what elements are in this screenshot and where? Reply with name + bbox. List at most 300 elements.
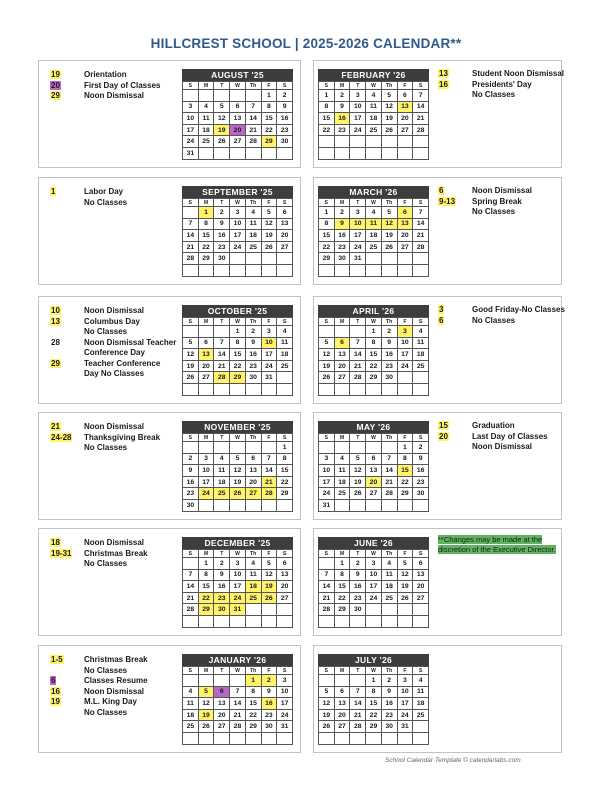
day-cell bbox=[214, 499, 230, 511]
event-date-text: 18 bbox=[51, 538, 60, 547]
day-cell bbox=[261, 499, 277, 511]
event-date bbox=[50, 198, 84, 209]
event-date-text: 19-31 bbox=[51, 548, 72, 558]
day-cell: 10 bbox=[397, 686, 413, 698]
day-cell: 28 bbox=[319, 604, 335, 616]
day-cell bbox=[366, 442, 382, 454]
week-row bbox=[183, 383, 293, 395]
day-cell: 14 bbox=[350, 698, 366, 710]
weekday-label: W bbox=[230, 318, 246, 326]
event-text: Presidents' Day bbox=[472, 79, 532, 89]
day-cell: 30 bbox=[381, 372, 397, 384]
day-cell bbox=[230, 499, 246, 511]
weekday-label: W bbox=[230, 550, 246, 558]
day-cell: 24 bbox=[277, 709, 293, 721]
day-cell: 14 bbox=[261, 465, 277, 477]
week-row bbox=[183, 592, 293, 604]
day-cell: 2 bbox=[334, 207, 350, 219]
event-date bbox=[50, 369, 84, 380]
day-cell: 15 bbox=[334, 581, 350, 593]
month-calendar bbox=[182, 305, 293, 396]
day-cell: 11 bbox=[198, 113, 214, 125]
day-cell: 30 bbox=[381, 721, 397, 733]
weekday-header-row bbox=[319, 82, 429, 90]
day-cell bbox=[214, 264, 230, 276]
day-cell: 12 bbox=[319, 698, 335, 710]
day-cell bbox=[277, 372, 293, 384]
day-cell: 4 bbox=[366, 207, 382, 219]
weekday-header-row bbox=[319, 434, 429, 442]
week-row bbox=[183, 615, 293, 627]
weekday-label: F bbox=[397, 318, 413, 326]
day-cell: 21 bbox=[381, 476, 397, 488]
day-cell: 1 bbox=[397, 442, 413, 454]
week-row bbox=[319, 675, 429, 687]
weekday-label: F bbox=[261, 199, 277, 207]
day-cell: 27 bbox=[397, 124, 413, 136]
day-cell: 29 bbox=[319, 253, 335, 265]
day-cell: 21 bbox=[319, 592, 335, 604]
day-cell bbox=[381, 442, 397, 454]
day-cell: 3 bbox=[230, 207, 246, 219]
day-cell bbox=[350, 264, 366, 276]
week-row bbox=[183, 230, 293, 242]
day-cell bbox=[334, 442, 350, 454]
day-cell: 12 bbox=[198, 698, 214, 710]
event-row bbox=[50, 198, 127, 209]
month-table bbox=[318, 81, 429, 160]
day-cell: 18 bbox=[214, 476, 230, 488]
day-cell: 20 bbox=[334, 709, 350, 721]
event-row bbox=[50, 559, 148, 570]
day-cell: 15 bbox=[245, 698, 261, 710]
day-cell bbox=[183, 207, 199, 219]
day-cell: 9 bbox=[350, 569, 366, 581]
day-cell: 26 bbox=[381, 124, 397, 136]
event-row bbox=[50, 327, 176, 338]
week-row bbox=[183, 337, 293, 349]
day-cell: 1 bbox=[261, 90, 277, 102]
month-header: APRIL '26 bbox=[318, 305, 429, 317]
event-row bbox=[50, 687, 148, 698]
week-row bbox=[319, 349, 429, 361]
day-cell: 17 bbox=[198, 476, 214, 488]
day-cell: 20 bbox=[214, 709, 230, 721]
day-cell: 18 bbox=[198, 124, 214, 136]
day-cell: 20 bbox=[397, 113, 413, 125]
day-cell bbox=[319, 732, 335, 744]
day-cell bbox=[350, 383, 366, 395]
day-cell: 18 bbox=[381, 581, 397, 593]
day-cell: 8 bbox=[319, 218, 335, 230]
weekday-label: W bbox=[366, 318, 382, 326]
day-cell: 24 bbox=[350, 124, 366, 136]
event-date bbox=[438, 421, 472, 432]
day-cell: 9 bbox=[334, 218, 350, 230]
event-row bbox=[50, 433, 160, 444]
weekday-label: M bbox=[198, 318, 214, 326]
event-date-text: 28 bbox=[51, 337, 60, 347]
event-row bbox=[50, 549, 148, 560]
day-cell: 24 bbox=[198, 488, 214, 500]
event-row bbox=[50, 91, 160, 102]
day-cell: 26 bbox=[261, 592, 277, 604]
day-cell: 26 bbox=[350, 488, 366, 500]
day-cell bbox=[397, 732, 413, 744]
day-cell: 29 bbox=[230, 372, 246, 384]
weekday-label: Th bbox=[245, 550, 261, 558]
week-row bbox=[183, 113, 293, 125]
day-cell: 9 bbox=[245, 337, 261, 349]
event-group bbox=[438, 421, 548, 453]
event-text: No Classes bbox=[84, 327, 128, 336]
weekday-label: S bbox=[413, 199, 429, 207]
day-cell: 30 bbox=[350, 604, 366, 616]
day-cell: 12 bbox=[397, 569, 413, 581]
weekday-label: S bbox=[413, 434, 429, 442]
day-cell: 6 bbox=[397, 207, 413, 219]
day-cell: 28 bbox=[230, 721, 246, 733]
day-cell: 24 bbox=[183, 136, 199, 148]
day-cell: 11 bbox=[277, 337, 293, 349]
day-cell bbox=[381, 147, 397, 159]
event-date bbox=[50, 676, 84, 687]
changes-note-text: **Changes may be made at the discretion of the Executive Director. bbox=[438, 535, 556, 554]
day-cell: 11 bbox=[381, 569, 397, 581]
week-row bbox=[319, 218, 429, 230]
weekday-label: F bbox=[261, 82, 277, 90]
event-date-text: 15 bbox=[439, 421, 448, 430]
event-date-text: 13 bbox=[439, 69, 448, 78]
day-cell: 5 bbox=[319, 337, 335, 349]
day-cell: 30 bbox=[183, 499, 199, 511]
month-table bbox=[182, 549, 293, 628]
day-cell bbox=[319, 136, 335, 148]
day-cell: 24 bbox=[261, 360, 277, 372]
day-cell: 20 bbox=[198, 360, 214, 372]
event-text: M.L. King Day bbox=[84, 697, 137, 706]
day-cell: 14 bbox=[413, 218, 429, 230]
day-cell: 20 bbox=[397, 230, 413, 242]
day-cell bbox=[413, 732, 429, 744]
weekday-label: S bbox=[277, 318, 293, 326]
day-cell bbox=[381, 604, 397, 616]
event-text: Noon Dismissal bbox=[84, 538, 145, 547]
day-cell: 22 bbox=[366, 360, 382, 372]
day-cell: 25 bbox=[334, 488, 350, 500]
day-cell: 29 bbox=[366, 721, 382, 733]
day-cell: 8 bbox=[366, 337, 382, 349]
event-date-text: 21 bbox=[51, 422, 60, 431]
day-cell bbox=[319, 147, 335, 159]
day-cell: 18 bbox=[366, 230, 382, 242]
event-row bbox=[50, 359, 176, 370]
day-cell bbox=[366, 604, 382, 616]
event-date bbox=[438, 197, 472, 208]
day-cell: 11 bbox=[183, 698, 199, 710]
day-cell: 27 bbox=[277, 241, 293, 253]
month-table bbox=[182, 666, 293, 745]
day-cell: 4 bbox=[381, 558, 397, 570]
day-cell bbox=[230, 675, 246, 687]
day-cell: 29 bbox=[366, 372, 382, 384]
day-cell bbox=[214, 675, 230, 687]
week-row bbox=[183, 604, 293, 616]
day-cell bbox=[198, 732, 214, 744]
month-header: DECEMBER '25 bbox=[182, 537, 293, 549]
day-cell bbox=[261, 147, 277, 159]
week-row bbox=[183, 732, 293, 744]
week-row bbox=[319, 488, 429, 500]
event-date bbox=[438, 316, 472, 327]
weekday-label: F bbox=[261, 550, 277, 558]
week-row bbox=[319, 604, 429, 616]
event-text: Graduation bbox=[472, 421, 515, 430]
day-cell: 16 bbox=[183, 476, 199, 488]
event-text: Orientation bbox=[84, 70, 127, 79]
weekday-label: M bbox=[334, 82, 350, 90]
day-cell: 2 bbox=[245, 326, 261, 338]
day-cell bbox=[319, 326, 335, 338]
day-cell bbox=[334, 326, 350, 338]
week-row bbox=[183, 349, 293, 361]
weekday-label: S bbox=[183, 82, 199, 90]
day-cell: 17 bbox=[350, 113, 366, 125]
changes-note bbox=[438, 535, 558, 554]
day-cell: 3 bbox=[397, 675, 413, 687]
day-cell: 4 bbox=[183, 686, 199, 698]
day-cell bbox=[198, 383, 214, 395]
event-row bbox=[438, 197, 532, 208]
day-cell bbox=[413, 499, 429, 511]
day-cell bbox=[245, 604, 261, 616]
day-cell bbox=[245, 253, 261, 265]
event-group bbox=[50, 422, 160, 454]
week-row bbox=[319, 326, 429, 338]
day-cell: 28 bbox=[183, 253, 199, 265]
month-table bbox=[182, 317, 293, 396]
day-cell: 18 bbox=[183, 709, 199, 721]
day-cell: 9 bbox=[381, 686, 397, 698]
day-cell: 24 bbox=[397, 709, 413, 721]
day-cell: 7 bbox=[413, 90, 429, 102]
month-table bbox=[182, 198, 293, 277]
day-cell bbox=[198, 442, 214, 454]
event-text: No Classes bbox=[472, 90, 516, 99]
event-date bbox=[50, 443, 84, 454]
event-date-text: 6 bbox=[439, 315, 444, 325]
day-cell: 15 bbox=[198, 230, 214, 242]
day-cell: 23 bbox=[413, 476, 429, 488]
month-header: NOVEMBER '25 bbox=[182, 421, 293, 433]
event-group bbox=[438, 186, 532, 218]
day-cell: 4 bbox=[214, 453, 230, 465]
week-row bbox=[183, 360, 293, 372]
day-cell: 21 bbox=[183, 241, 199, 253]
day-cell: 7 bbox=[350, 337, 366, 349]
day-cell: 21 bbox=[413, 230, 429, 242]
day-cell: 16 bbox=[245, 349, 261, 361]
day-cell bbox=[245, 615, 261, 627]
event-text: Christmas Break bbox=[84, 548, 148, 558]
day-cell bbox=[198, 90, 214, 102]
week-row bbox=[183, 147, 293, 159]
day-cell: 10 bbox=[397, 337, 413, 349]
day-cell: 23 bbox=[214, 592, 230, 604]
event-date bbox=[50, 187, 84, 198]
day-cell: 25 bbox=[366, 124, 382, 136]
event-row bbox=[50, 369, 176, 380]
event-row bbox=[50, 306, 176, 317]
event-row bbox=[438, 432, 548, 443]
weekday-header-row bbox=[183, 550, 293, 558]
day-cell: 15 bbox=[261, 113, 277, 125]
weekday-label: S bbox=[319, 667, 335, 675]
day-cell: 13 bbox=[198, 349, 214, 361]
day-cell: 1 bbox=[366, 675, 382, 687]
day-cell: 2 bbox=[381, 326, 397, 338]
week-row bbox=[183, 675, 293, 687]
weekday-label: W bbox=[366, 82, 382, 90]
week-row bbox=[319, 476, 429, 488]
day-cell: 18 bbox=[277, 349, 293, 361]
week-row bbox=[319, 442, 429, 454]
day-cell bbox=[214, 732, 230, 744]
event-text: Day No Classes bbox=[84, 369, 145, 378]
day-cell: 15 bbox=[319, 230, 335, 242]
day-cell: 23 bbox=[381, 709, 397, 721]
weekday-header-row bbox=[183, 434, 293, 442]
day-cell: 29 bbox=[198, 253, 214, 265]
event-row bbox=[438, 442, 548, 453]
weekday-label: F bbox=[397, 199, 413, 207]
event-text: No Classes bbox=[84, 443, 128, 452]
event-text: Teacher Conference bbox=[84, 358, 161, 368]
day-cell bbox=[214, 90, 230, 102]
week-row bbox=[319, 698, 429, 710]
day-cell: 27 bbox=[334, 721, 350, 733]
day-cell bbox=[413, 147, 429, 159]
day-cell: 10 bbox=[230, 569, 246, 581]
day-cell: 12 bbox=[261, 569, 277, 581]
day-cell bbox=[413, 604, 429, 616]
month-calendar bbox=[182, 186, 293, 277]
event-row bbox=[50, 666, 148, 677]
weekday-label: T bbox=[350, 82, 366, 90]
day-cell bbox=[261, 264, 277, 276]
day-cell bbox=[198, 326, 214, 338]
day-cell: 23 bbox=[261, 709, 277, 721]
weekday-label: M bbox=[334, 434, 350, 442]
day-cell bbox=[319, 442, 335, 454]
event-text: Classes Resume bbox=[84, 676, 148, 685]
day-cell bbox=[381, 499, 397, 511]
day-cell bbox=[245, 147, 261, 159]
day-cell: 6 bbox=[245, 453, 261, 465]
day-cell: 20 bbox=[413, 581, 429, 593]
week-row bbox=[319, 360, 429, 372]
event-text: No Classes bbox=[472, 207, 516, 216]
weekday-label: T bbox=[214, 199, 230, 207]
event-text: Good Friday-No Classes bbox=[472, 305, 565, 314]
day-cell: 5 bbox=[350, 453, 366, 465]
day-cell bbox=[397, 615, 413, 627]
weekday-label: S bbox=[319, 199, 335, 207]
day-cell: 25 bbox=[214, 488, 230, 500]
day-cell: 13 bbox=[334, 698, 350, 710]
event-text: Labor Day bbox=[84, 187, 124, 196]
event-group bbox=[50, 655, 148, 718]
day-cell: 10 bbox=[350, 218, 366, 230]
day-cell: 17 bbox=[397, 698, 413, 710]
day-cell bbox=[277, 147, 293, 159]
day-cell: 17 bbox=[183, 124, 199, 136]
day-cell: 19 bbox=[198, 709, 214, 721]
day-cell bbox=[277, 732, 293, 744]
day-cell: 26 bbox=[198, 721, 214, 733]
event-date bbox=[50, 317, 84, 328]
weekday-label: F bbox=[261, 318, 277, 326]
month-header: FEBRUARY '26 bbox=[318, 69, 429, 81]
event-text: Noon Dismissal bbox=[84, 91, 145, 100]
day-cell bbox=[245, 264, 261, 276]
day-cell bbox=[261, 383, 277, 395]
day-cell: 5 bbox=[261, 558, 277, 570]
day-cell: 10 bbox=[183, 113, 199, 125]
event-date bbox=[50, 327, 84, 338]
day-cell: 12 bbox=[350, 465, 366, 477]
event-date bbox=[50, 422, 84, 433]
day-cell bbox=[230, 147, 246, 159]
event-text: Student Noon Dismissal bbox=[472, 69, 565, 78]
day-cell: 22 bbox=[198, 241, 214, 253]
day-cell: 28 bbox=[413, 241, 429, 253]
weekday-header-row bbox=[319, 318, 429, 326]
day-cell bbox=[397, 264, 413, 276]
weekday-label: S bbox=[277, 434, 293, 442]
day-cell bbox=[277, 264, 293, 276]
event-date-text: 24-28 bbox=[51, 432, 72, 442]
event-date-text: 1-5 bbox=[51, 655, 63, 664]
day-cell bbox=[277, 615, 293, 627]
day-cell bbox=[350, 615, 366, 627]
day-cell: 28 bbox=[350, 721, 366, 733]
week-row bbox=[319, 264, 429, 276]
day-cell: 25 bbox=[245, 241, 261, 253]
day-cell: 27 bbox=[397, 241, 413, 253]
week-row bbox=[319, 592, 429, 604]
day-cell: 6 bbox=[214, 686, 230, 698]
week-row bbox=[319, 465, 429, 477]
day-cell: 14 bbox=[230, 698, 246, 710]
event-row bbox=[50, 81, 160, 92]
weekday-header-row bbox=[319, 667, 429, 675]
weekday-label: M bbox=[198, 667, 214, 675]
event-date-text: 19 bbox=[51, 697, 60, 706]
day-cell: 19 bbox=[319, 709, 335, 721]
weekday-label: S bbox=[277, 199, 293, 207]
day-cell: 28 bbox=[183, 604, 199, 616]
day-cell: 3 bbox=[397, 326, 413, 338]
weekday-label: M bbox=[334, 550, 350, 558]
day-cell: 19 bbox=[183, 360, 199, 372]
month-table bbox=[318, 317, 429, 396]
day-cell: 3 bbox=[277, 675, 293, 687]
day-cell: 25 bbox=[198, 136, 214, 148]
week-row bbox=[319, 207, 429, 219]
event-row bbox=[438, 186, 532, 197]
day-cell: 24 bbox=[230, 592, 246, 604]
